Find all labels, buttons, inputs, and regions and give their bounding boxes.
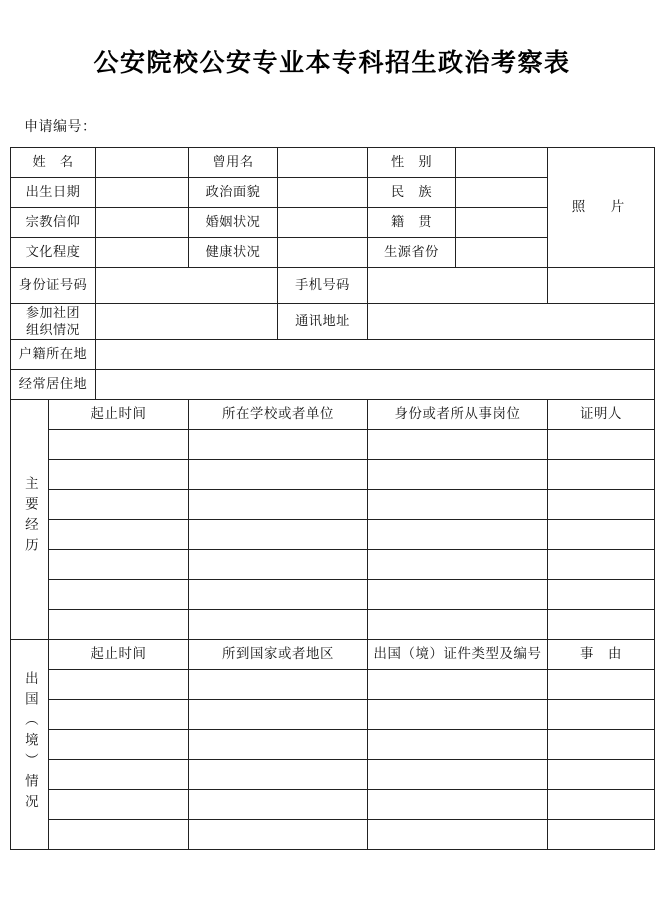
field-label-former-name: 曾用名 [189,148,278,178]
experience-cell-period[interactable] [49,580,189,610]
experience-cell-period[interactable] [49,460,189,490]
experience-header-period: 起止时间 [49,400,189,430]
field-label-mailing-address: 通讯地址 [278,304,368,340]
abroad-row [11,730,655,760]
experience-row [11,580,655,610]
table-row [11,304,655,340]
abroad-header-reason: 事 由 [548,640,655,670]
experience-row [11,490,655,520]
political-review-form-table [10,147,655,850]
experience-cell-school-or-unit[interactable] [189,550,368,580]
field-label-marital-status: 婚姻状况 [189,208,278,238]
field-value-native-place[interactable] [456,208,548,238]
abroad-cell-reason[interactable] [548,670,655,700]
abroad-row [11,820,655,850]
field-label-household-registration: 户籍所在地 [11,340,96,370]
table-row [11,148,655,178]
field-label-native-place: 籍 贯 [368,208,456,238]
experience-row [11,460,655,490]
field-label-phone: 手机号码 [278,268,368,304]
abroad-cell-country-or-region[interactable] [189,760,368,790]
abroad-row [11,760,655,790]
experience-cell-period[interactable] [49,610,189,640]
page-title: 公安院校公安专业本专科招生政治考察表 [93,50,571,77]
experience-cell-school-or-unit[interactable] [189,520,368,550]
field-value-birthdate[interactable] [96,178,189,208]
application-number-label: 申请编号： [24,118,97,134]
abroad-cell-period[interactable] [49,820,189,850]
field-value-political-status[interactable] [278,178,368,208]
field-value-current-residence[interactable] [96,370,655,400]
abroad-cell-reason[interactable] [548,700,655,730]
experience-cell-period[interactable] [49,520,189,550]
abroad-cell-reason[interactable] [548,760,655,790]
abroad-header-row [11,640,655,670]
abroad-cell-country-or-region[interactable] [189,790,368,820]
field-label-gender: 性 别 [368,148,456,178]
abroad-cell-document-type-number[interactable] [368,790,548,820]
experience-row [11,550,655,580]
field-label-organizations [11,304,96,340]
field-label-name: 姓 名 [11,148,96,178]
experience-header-row [11,400,655,430]
field-label-ethnicity: 民 族 [368,178,456,208]
organizations-label-line1: 参加社团 [25,305,80,321]
section-label-main-experience [11,400,49,640]
field-value-marital-status[interactable] [278,208,368,238]
abroad-row [11,790,655,820]
abroad-cell-reason[interactable] [548,820,655,850]
experience-row [11,520,655,550]
abroad-cell-period[interactable] [49,760,189,790]
abroad-header-document-type-number: 出国（境）证件类型及编号 [368,640,548,670]
experience-cell-role-or-post[interactable] [368,520,548,550]
field-value-health[interactable] [278,238,368,268]
abroad-cell-country-or-region[interactable] [189,700,368,730]
experience-cell-reference[interactable] [548,580,655,610]
field-label-religion: 宗教信仰 [11,208,96,238]
field-value-name[interactable] [96,148,189,178]
field-value-household-registration[interactable] [96,340,655,370]
field-label-id-number: 身份证号码 [11,268,96,304]
field-label-current-residence: 经常居住地 [11,370,96,400]
field-label-education: 文化程度 [11,238,96,268]
experience-row [11,430,655,460]
field-value-id-number[interactable] [96,268,278,304]
experience-header-role-or-post: 身份或者所从事岗位 [368,400,548,430]
abroad-cell-period[interactable] [49,730,189,760]
experience-cell-reference[interactable] [548,460,655,490]
experience-cell-role-or-post[interactable] [368,460,548,490]
section-label-abroad [11,640,49,850]
abroad-row [11,670,655,700]
experience-row [11,610,655,640]
field-value-mailing-address[interactable] [368,304,655,340]
abroad-cell-period[interactable] [49,790,189,820]
abroad-cell-period[interactable] [49,700,189,730]
table-row [11,268,655,304]
experience-header-school-or-unit: 所在学校或者单位 [189,400,368,430]
abroad-row [11,700,655,730]
section-label-abroad-text: 出国（境）情况 [22,670,38,814]
experience-cell-period[interactable] [49,550,189,580]
photo-placeholder[interactable]: 照 片 [548,148,655,268]
field-value-ethnicity[interactable] [456,178,548,208]
field-label-birthdate: 出生日期 [11,178,96,208]
field-label-political-status: 政治面貌 [189,178,278,208]
abroad-cell-document-type-number[interactable] [368,730,548,760]
abroad-cell-document-type-number[interactable] [368,760,548,790]
abroad-header-period: 起止时间 [49,640,189,670]
experience-cell-school-or-unit[interactable] [189,580,368,610]
abroad-cell-period[interactable] [49,670,189,700]
experience-cell-role-or-post[interactable] [368,430,548,460]
field-value-source-province[interactable] [456,238,548,268]
abroad-cell-reason[interactable] [548,730,655,760]
abroad-cell-document-type-number[interactable] [368,670,548,700]
experience-cell-period[interactable] [49,490,189,520]
organizations-label-line2: 组织情况 [25,321,80,337]
abroad-cell-document-type-number[interactable] [368,820,548,850]
experience-cell-reference[interactable] [548,430,655,460]
field-value-organizations[interactable] [96,304,278,340]
field-label-source-province: 生源省份 [368,238,456,268]
field-value-former-name[interactable] [278,148,368,178]
field-label-health: 健康状况 [189,238,278,268]
experience-cell-school-or-unit[interactable] [189,610,368,640]
experience-cell-school-or-unit[interactable] [189,460,368,490]
experience-cell-role-or-post[interactable] [368,610,548,640]
abroad-cell-country-or-region[interactable] [189,670,368,700]
experience-cell-role-or-post[interactable] [368,490,548,520]
abroad-cell-reason[interactable] [548,790,655,820]
experience-cell-reference[interactable] [548,520,655,550]
experience-header-reference: 证明人 [548,400,655,430]
experience-cell-reference[interactable] [548,490,655,520]
section-label-main-experience-text: 主要经历 [22,476,38,559]
table-row [11,340,655,370]
experience-cell-reference[interactable] [548,550,655,580]
field-value-education[interactable] [96,238,189,268]
photo-spacer-cell [548,268,655,304]
field-value-gender[interactable] [456,148,548,178]
experience-cell-period[interactable] [49,430,189,460]
table-row [11,370,655,400]
experience-cell-school-or-unit[interactable] [189,430,368,460]
abroad-cell-document-type-number[interactable] [368,700,548,730]
abroad-header-country-or-region: 所到国家或者地区 [189,640,368,670]
abroad-cell-country-or-region[interactable] [189,820,368,850]
field-value-religion[interactable] [96,208,189,238]
experience-cell-role-or-post[interactable] [368,550,548,580]
experience-cell-reference[interactable] [548,610,655,640]
field-value-phone[interactable] [368,268,548,304]
abroad-cell-country-or-region[interactable] [189,730,368,760]
experience-cell-role-or-post[interactable] [368,580,548,610]
experience-cell-school-or-unit[interactable] [189,490,368,520]
